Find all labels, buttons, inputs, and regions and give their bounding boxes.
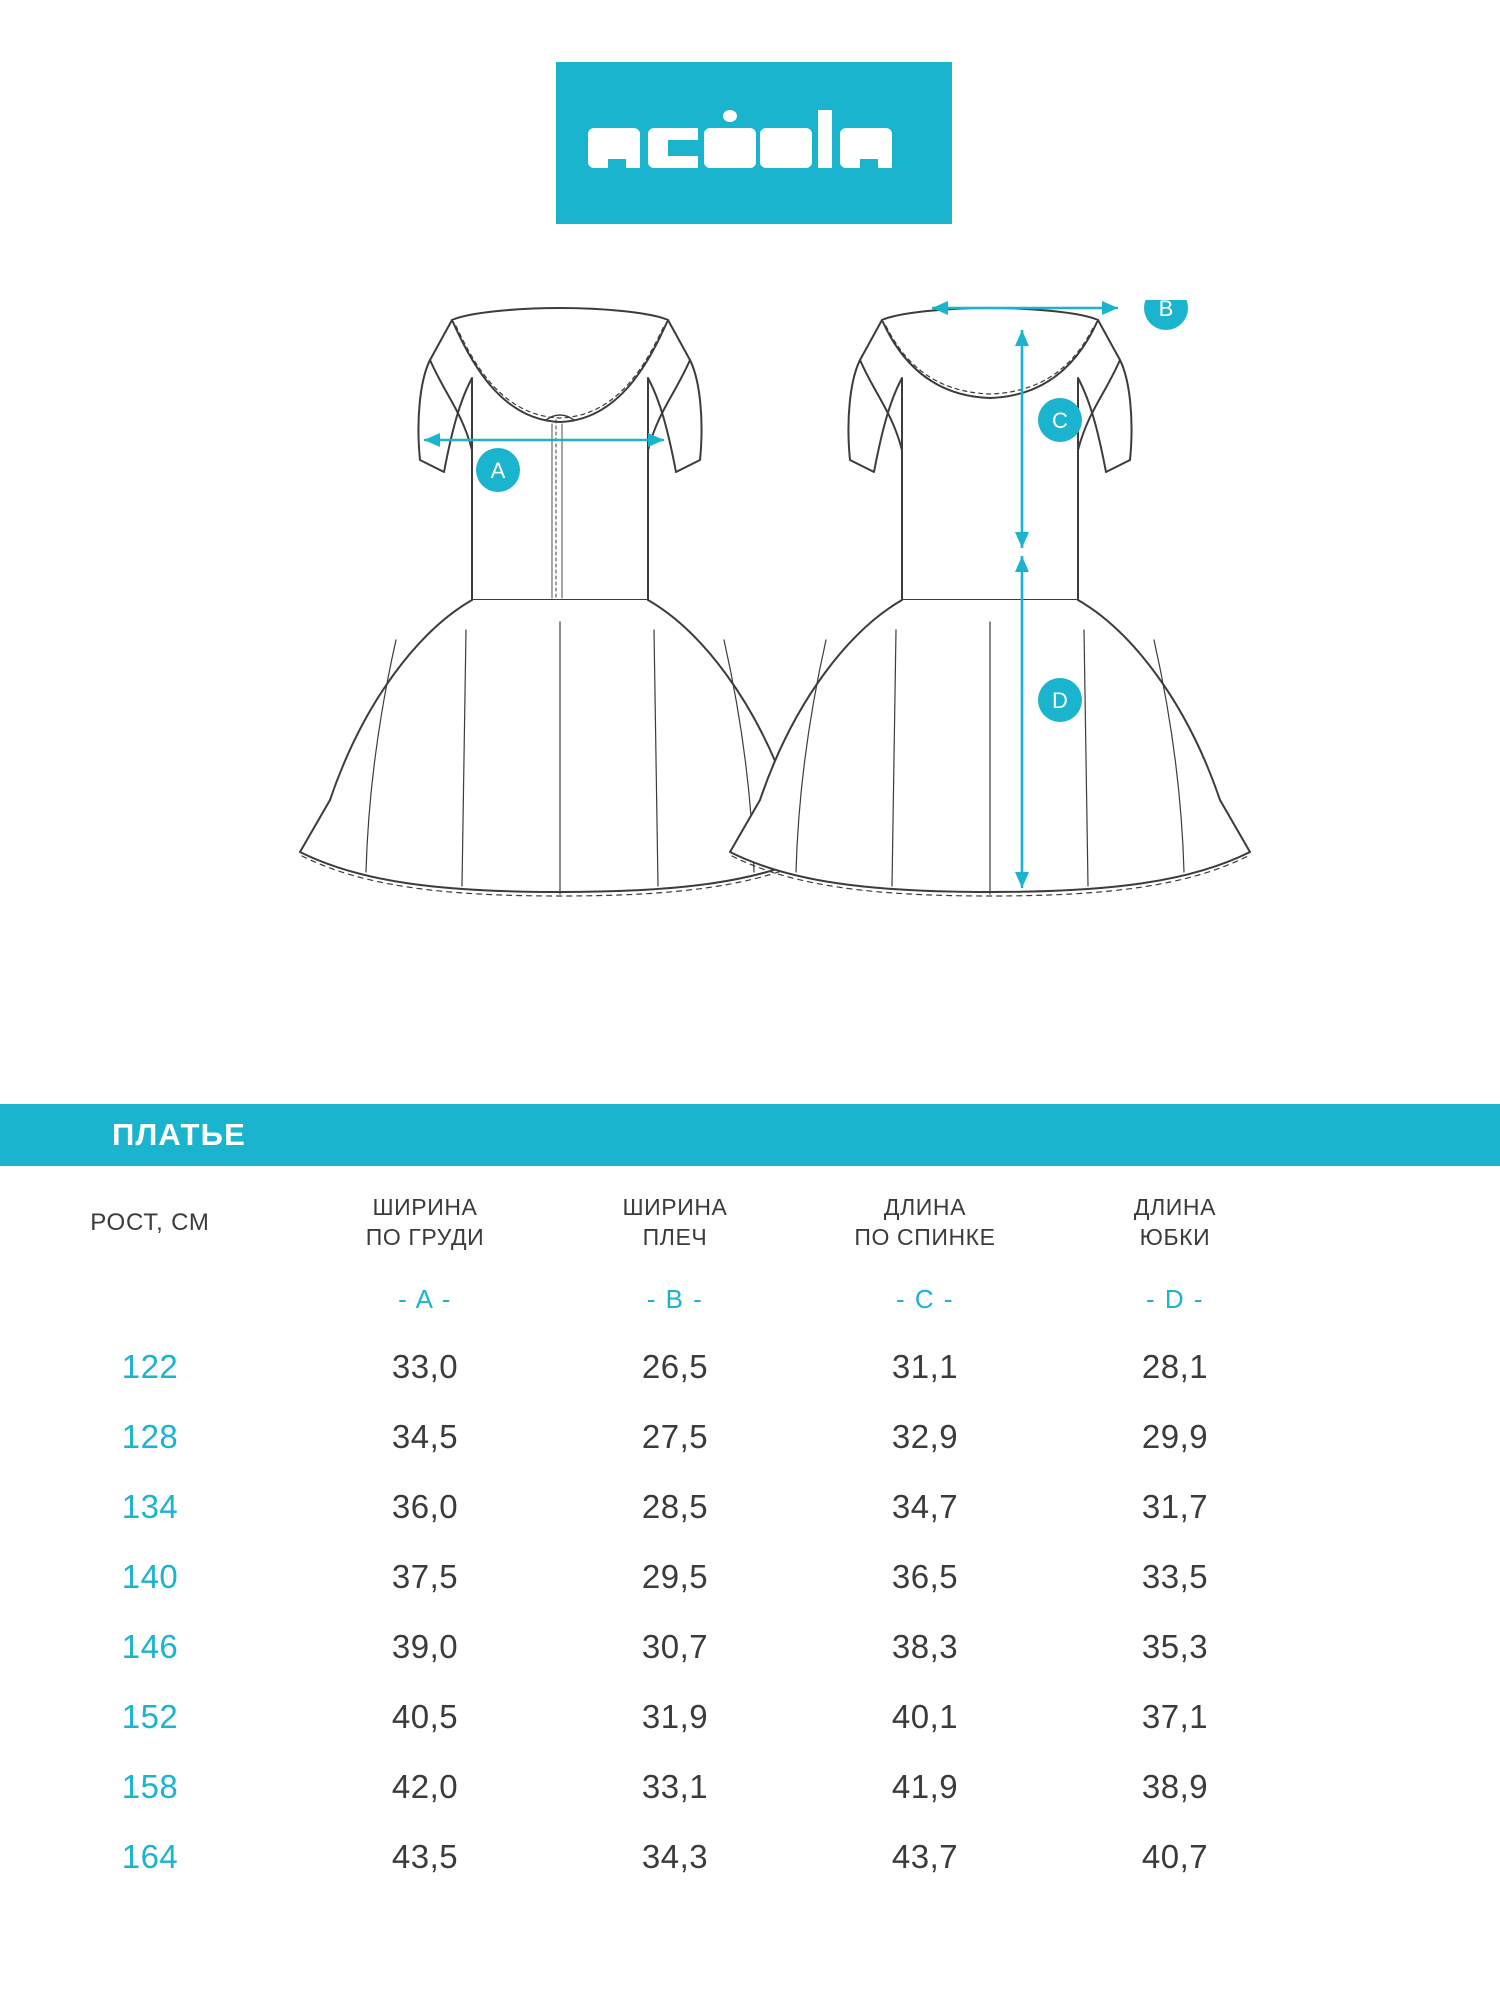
cell-backlength: 34,7 xyxy=(891,1488,959,1525)
table-body xyxy=(0,1332,1500,1892)
cell-height: 122 xyxy=(121,1348,179,1385)
cell-shoulder: 31,9 xyxy=(641,1698,709,1735)
cell-spacer xyxy=(1300,1752,1500,1822)
col-header-shoulder-line1: ШИРИНА xyxy=(622,1194,728,1220)
cell-backlength: 36,5 xyxy=(891,1558,959,1595)
table-row xyxy=(0,1752,1500,1822)
cell-height: 140 xyxy=(121,1558,179,1595)
callout-badge-a xyxy=(476,448,520,492)
col-header-height xyxy=(0,1166,300,1266)
cell-shoulder: 28,5 xyxy=(641,1488,709,1525)
col-header-skirtlength-line1: ДЛИНА xyxy=(1133,1194,1217,1220)
col-header-spacer xyxy=(1300,1166,1500,1266)
table-header-row xyxy=(0,1166,1500,1266)
callout-badge-b2 xyxy=(1144,300,1188,330)
cell-backlength: 43,7 xyxy=(891,1838,959,1875)
cell-chest: 43,5 xyxy=(391,1838,459,1875)
col-header-backlength xyxy=(800,1166,1050,1266)
svg-text:D: D xyxy=(1052,688,1068,713)
col-header-chest-line1: ШИРИНА xyxy=(372,1194,478,1220)
cell-chest: 33,0 xyxy=(391,1348,459,1385)
section-title-bar xyxy=(0,1104,1500,1166)
cell-skirtlength: 35,3 xyxy=(1141,1628,1209,1665)
cell-spacer xyxy=(1300,1612,1500,1682)
cell-chest: 37,5 xyxy=(391,1558,459,1595)
cell-height: 158 xyxy=(121,1768,179,1805)
table-row xyxy=(0,1472,1500,1542)
dress-back-view xyxy=(730,308,1250,896)
cell-shoulder: 30,7 xyxy=(641,1628,709,1665)
cell-spacer xyxy=(1300,1822,1500,1892)
col-header-backlength-line1: ДЛИНА xyxy=(883,1194,967,1220)
cell-backlength: 32,9 xyxy=(891,1418,959,1455)
cell-backlength: 40,1 xyxy=(891,1698,959,1735)
table-letter-row xyxy=(0,1266,1500,1332)
col-header-skirtlength-line2: ЮБКИ xyxy=(1139,1224,1211,1250)
table-row xyxy=(0,1822,1500,1892)
section-title: ПЛАТЬЕ xyxy=(112,1117,246,1152)
letter-cell-c: - C - xyxy=(895,1283,955,1314)
col-header-height-line1: РОСТ, СМ xyxy=(90,1209,210,1236)
letter-cell-spacer xyxy=(1300,1266,1500,1332)
cell-skirtlength: 29,9 xyxy=(1141,1418,1209,1455)
col-header-shoulder-line2: ПЛЕЧ xyxy=(642,1224,708,1250)
cell-shoulder: 27,5 xyxy=(641,1418,709,1455)
callout-badge-c xyxy=(1038,398,1082,442)
letter-cell-b: - B - xyxy=(646,1283,704,1314)
cell-shoulder: 26,5 xyxy=(641,1348,709,1385)
cell-height: 146 xyxy=(121,1628,179,1665)
cell-spacer xyxy=(1300,1682,1500,1752)
col-header-chest-line2: ПО ГРУДИ xyxy=(365,1224,485,1250)
size-table xyxy=(0,1166,1500,1892)
cell-height: 152 xyxy=(121,1698,179,1735)
col-header-chest xyxy=(300,1166,550,1266)
cell-skirtlength: 33,5 xyxy=(1141,1558,1209,1595)
col-header-shoulder xyxy=(550,1166,800,1266)
cell-height: 134 xyxy=(121,1488,179,1525)
table-row xyxy=(0,1402,1500,1472)
cell-chest: 40,5 xyxy=(391,1698,459,1735)
brand-logo xyxy=(556,62,952,224)
cell-skirtlength: 31,7 xyxy=(1141,1488,1209,1525)
cell-skirtlength: 38,9 xyxy=(1141,1768,1209,1805)
callout-badge-d xyxy=(1038,678,1082,722)
cell-backlength: 38,3 xyxy=(891,1628,959,1665)
cell-backlength: 31,1 xyxy=(891,1348,959,1385)
table-row xyxy=(0,1542,1500,1612)
cell-height: 164 xyxy=(121,1838,179,1875)
cell-spacer xyxy=(1300,1542,1500,1612)
cell-chest: 36,0 xyxy=(391,1488,459,1525)
svg-text:A: A xyxy=(490,458,506,483)
col-header-backlength-line2: ПО СПИНКЕ xyxy=(854,1224,996,1250)
svg-text:B: B xyxy=(1158,300,1174,321)
cell-spacer xyxy=(1300,1472,1500,1542)
letter-cell-a: - A - xyxy=(398,1283,452,1314)
cell-height: 128 xyxy=(121,1418,179,1455)
cell-spacer xyxy=(1300,1332,1500,1402)
cell-skirtlength: 37,1 xyxy=(1141,1698,1209,1735)
cell-skirtlength: 40,7 xyxy=(1141,1838,1209,1875)
cell-chest: 42,0 xyxy=(391,1768,459,1805)
cell-skirtlength: 28,1 xyxy=(1141,1348,1209,1385)
cell-shoulder: 29,5 xyxy=(641,1558,709,1595)
measurements-table xyxy=(0,1166,1500,1892)
dress-front-view xyxy=(300,308,820,896)
dress-technical-drawing xyxy=(0,300,1500,1100)
table-row xyxy=(0,1332,1500,1402)
cell-chest: 34,5 xyxy=(391,1418,459,1455)
letter-cell-d: - D - xyxy=(1145,1283,1205,1314)
table-row xyxy=(0,1682,1500,1752)
col-header-skirtlength xyxy=(1050,1166,1300,1266)
svg-text:C: C xyxy=(1052,408,1068,433)
cell-backlength: 41,9 xyxy=(891,1768,959,1805)
cell-shoulder: 34,3 xyxy=(641,1838,709,1875)
cell-chest: 39,0 xyxy=(391,1628,459,1665)
cell-shoulder: 33,1 xyxy=(641,1768,709,1805)
table-row xyxy=(0,1612,1500,1682)
cell-spacer xyxy=(1300,1402,1500,1472)
letter-cell-empty xyxy=(0,1266,300,1332)
